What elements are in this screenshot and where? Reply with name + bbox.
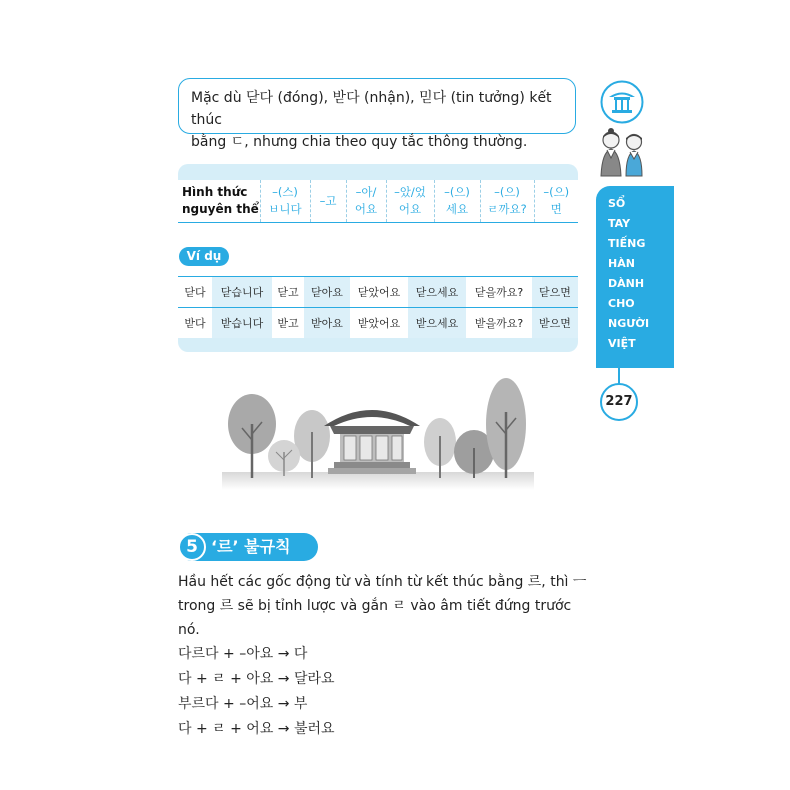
example-label: Ví dụ <box>179 247 229 266</box>
form-col: –고 <box>310 180 346 223</box>
form-col: –(스) ㅂ니다 <box>260 180 310 223</box>
form-col: –아/ 어요 <box>346 180 386 223</box>
table-cell: 닫았어요 <box>357 286 401 299</box>
side-tab-word: NGƯỜI <box>608 317 650 330</box>
form-table-header: Hình thức nguyên thể <box>182 185 259 216</box>
table-cell: 닫고 <box>277 286 299 299</box>
table-cell: 받으면 <box>532 308 578 339</box>
side-tab <box>596 186 674 368</box>
example-line: 부르다 + –어요 → 부 <box>178 696 308 712</box>
table-cell: 받다 <box>184 317 206 330</box>
side-tab-word: HÀN <box>608 257 635 270</box>
table-cell: 받습니다 <box>212 308 272 339</box>
side-tab-word: TIẾNG <box>608 237 646 250</box>
section-heading <box>178 533 318 561</box>
table-cell: 닫습니다 <box>212 277 272 308</box>
table-cell: 닫아요 <box>304 277 350 308</box>
note-line-2: bằng ㄷ, nhưng chia theo quy tắc thông thường. <box>191 134 528 150</box>
form-col: –았/었 어요 <box>386 180 434 223</box>
form-col: –(으) 세요 <box>434 180 480 223</box>
form-col: –(으) 면 <box>534 180 578 223</box>
example-line: 다르다 + –아요 → 다 <box>178 646 308 662</box>
form-table <box>178 164 578 223</box>
hanok-trees-illustration <box>222 372 534 490</box>
side-tab-word: DÀNH <box>608 277 645 290</box>
side-tab-word: SỔ <box>608 197 626 210</box>
hanbok-couple-icon <box>596 128 650 178</box>
example-line: 다 + ㄹ + 아요 → 달라요 <box>178 671 335 687</box>
section-number: 5 <box>178 533 206 561</box>
note-line-1: Mặc dù 닫다 (đóng), 받다 (nhận), 믿다 (tin tưởng) kết thúc <box>191 90 552 128</box>
table-cell: 받았어요 <box>357 317 401 330</box>
table-cell: 닫다 <box>184 286 206 299</box>
table-cell: 받을까요? <box>474 317 524 330</box>
table-row <box>178 277 578 308</box>
side-tab-word: VIỆT <box>608 337 636 350</box>
example-line: 다 + ㄹ + 어요 → 불러요 <box>178 721 335 737</box>
section-body <box>178 570 588 742</box>
table-cell: 받으세요 <box>408 308 466 339</box>
pavilion-icon <box>600 80 644 124</box>
table-cell: 닫으세요 <box>408 277 466 308</box>
form-col: –(으) ㄹ까요? <box>480 180 534 223</box>
body-paragraph-line: Hầu hết các gốc động từ và tính từ kết thúc bằng 르, thì ㅡ <box>178 574 587 590</box>
table-cell: 닫을까요? <box>474 286 524 299</box>
side-tab-word: CHO <box>608 297 635 310</box>
table-row <box>178 308 578 339</box>
example-table <box>178 276 578 352</box>
body-paragraph-line: trong 르 sẽ bị tỉnh lược và gắn ㄹ vào âm tiết đứng trước nó. <box>178 598 572 638</box>
page-number: 227 <box>600 383 638 421</box>
table-cell: 받아요 <box>304 308 350 339</box>
note-box <box>178 78 576 150</box>
table-cell: 받고 <box>277 317 299 330</box>
side-tab-word: TAY <box>608 217 631 230</box>
section-title: ‘르’ 불규칙 <box>211 537 291 556</box>
table-cell: 닫으면 <box>532 277 578 308</box>
